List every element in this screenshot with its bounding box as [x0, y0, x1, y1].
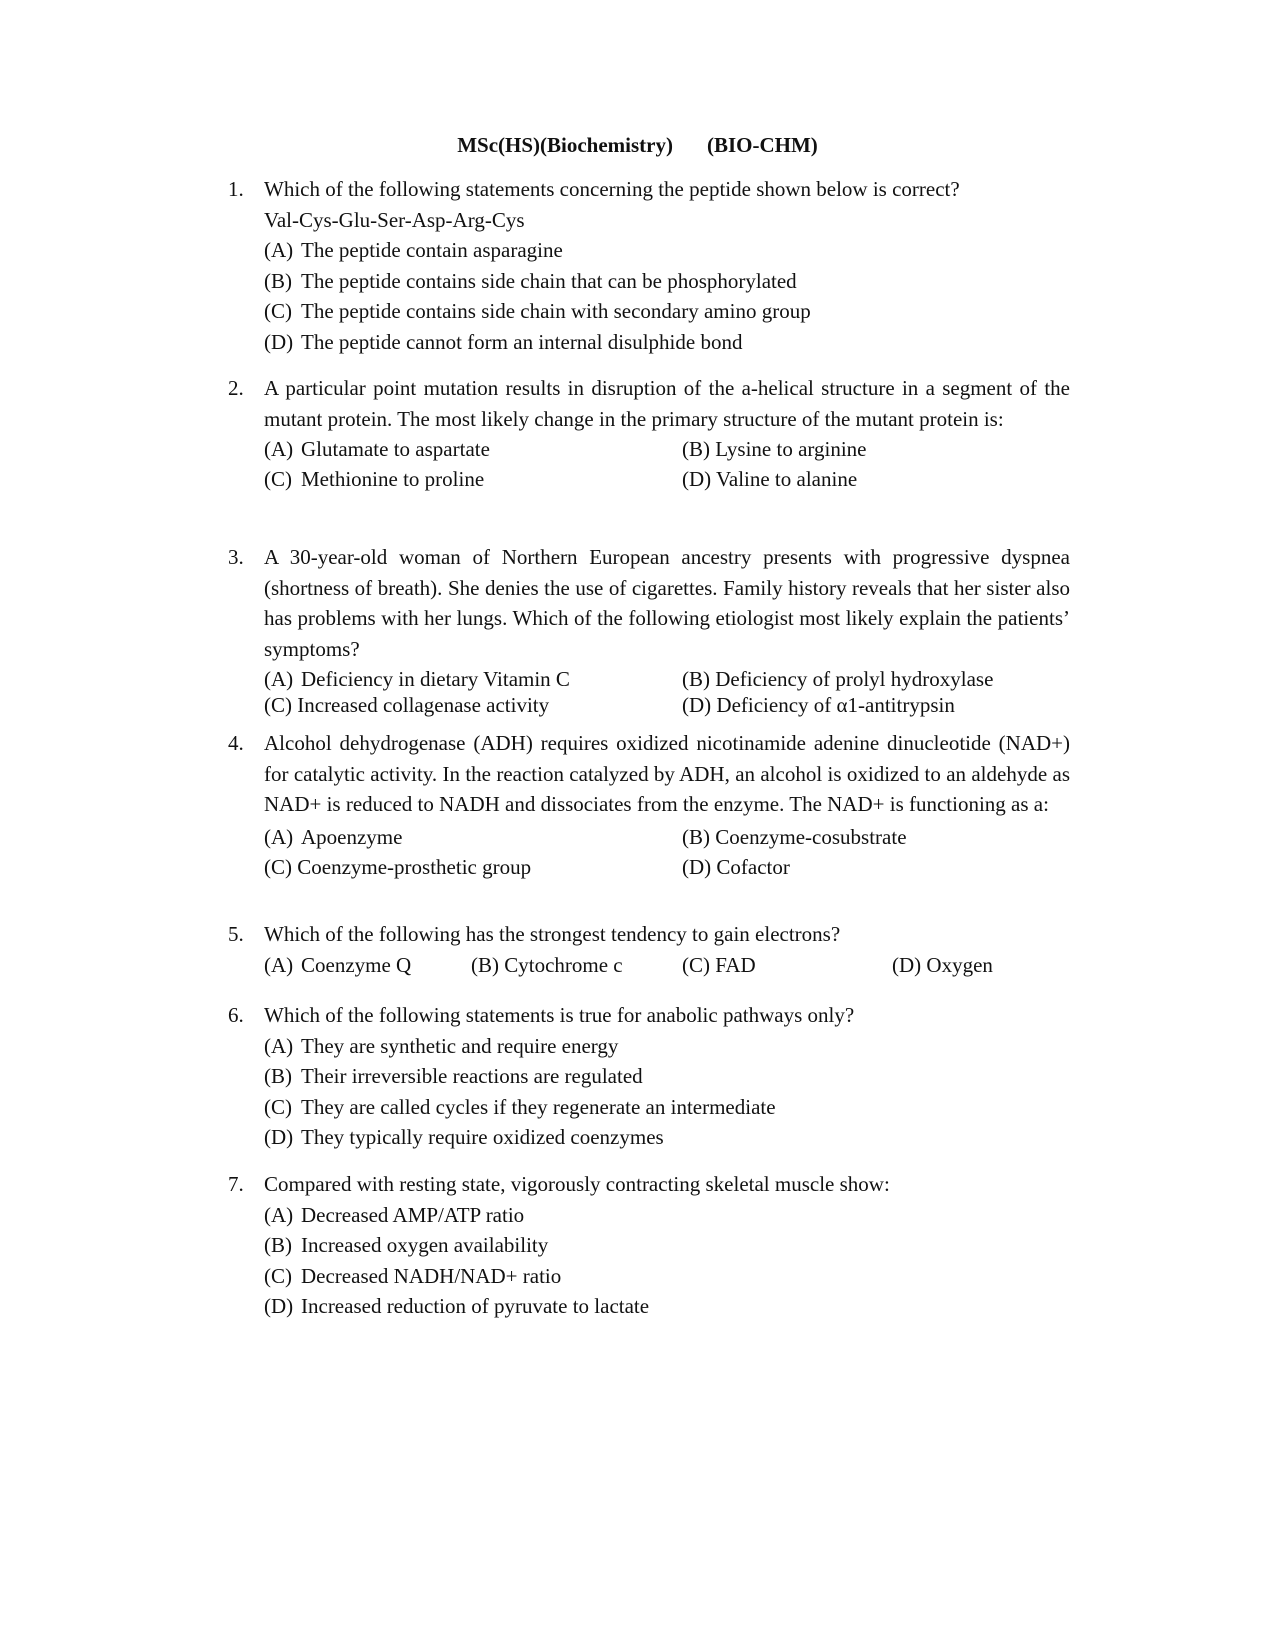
question-number: 3. [228, 545, 244, 569]
question-4 [228, 728, 1070, 883]
subject-code: (BIO-CHM) [706, 133, 818, 157]
question-number: 2. [228, 376, 244, 400]
question-number: 7. [228, 1172, 244, 1196]
question-number: 1. [228, 177, 244, 201]
program-title: MSc(HS)(Biochemistry) [457, 133, 673, 157]
option-d: (D) They typically require oxidized coenzymes [264, 1125, 664, 1149]
option-a: (A) Deficiency in dietary Vitamin C [264, 667, 570, 691]
option-a: (A) Glutamate to aspartate [264, 437, 490, 461]
option-a: (A) Decreased AMP/ATP ratio [264, 1202, 525, 1227]
option-b: (B) Cytochrome c [471, 952, 623, 977]
option-d: (D) Deficiency of α1-antitrypsin [682, 693, 955, 717]
question-stem: A particular point mutation results in disruption of the a-helical structure in a segment of the mutant protein. The most likely change in the primary structure of the mutant protein is: [264, 376, 1070, 431]
question-2 [228, 373, 1070, 495]
option-c: (C) Coenzyme-prosthetic group [264, 854, 532, 879]
option-b: (B) The peptide contains side chain that can be phosphorylated [264, 268, 797, 293]
option-a: (A) The peptide contain asparagine [264, 238, 563, 262]
option-a: (A) Coenzyme Q [264, 952, 412, 977]
option-c: (C) They are called cycles if they regenerate an intermediate [264, 1094, 776, 1119]
question-stem: Alcohol dehydrogenase (ADH) requires oxidized nicotinamide adenine dinucleotide (NAD+) for catalytic activity. In the reaction catalyzed by ADH, an alcohol is oxidized to an aldehyde as NAD+ is reduced to NADH and dissociates from the enzyme. The NAD+ is functioning as a: [264, 731, 1070, 816]
question-6 [228, 1000, 1070, 1153]
question-stem: A 30-year-old woman of Northern European ancestry presents with progressive dyspnea (shortness of breath). She denies the use of cigarettes. Family history reveals that her sister also has problems with her lungs. Which of the following etiologist most likely explain the patients’ symptoms? [264, 545, 1070, 661]
option-d: (D) Increased reduction of pyruvate to lactate [264, 1294, 650, 1318]
option-c: (C) Increased collagenase activity [264, 693, 550, 717]
page-title [0, 133, 1275, 158]
option-b: (B) Deficiency of prolyl hydroxylase [682, 667, 994, 691]
option-a: (A) They are synthetic and require energy [264, 1033, 619, 1058]
option-c: (C) Decreased NADH/NAD+ ratio [264, 1263, 562, 1288]
option-b: (B) Their irreversible reactions are regulated [264, 1064, 643, 1088]
question-stem: Which of the following statements concerning the peptide shown below is correct? [264, 177, 960, 201]
option-a: (A) Apoenzyme [264, 824, 403, 849]
question-stem: Which of the following has the strongest tendency to gain electrons? [264, 922, 841, 946]
option-d: (D) Cofactor [682, 854, 790, 879]
option-d: (D) The peptide cannot form an internal disulphide bond [264, 329, 743, 354]
question-3 [228, 542, 1070, 725]
question-number: 5. [228, 922, 244, 946]
question-7 [228, 1169, 1070, 1322]
option-b: (B) Increased oxygen availability [264, 1233, 549, 1257]
option-c: (C) FAD [682, 952, 756, 977]
option-b: (B) Lysine to arginine [682, 437, 867, 461]
option-c: (C) The peptide contains side chain with secondary amino group [264, 299, 811, 323]
option-b: (B) Coenzyme-cosubstrate [682, 824, 907, 849]
option-d: (D) Oxygen [892, 952, 993, 977]
option-d: (D) Valine to alanine [682, 467, 858, 491]
question-number: 4. [228, 731, 244, 755]
peptide-sequence: Val-Cys-Glu-Ser-Asp-Arg-Cys [264, 207, 525, 232]
question-1 [228, 174, 1070, 357]
question-stem: Compared with resting state, vigorously contracting skeletal muscle show: [264, 1172, 890, 1196]
question-5 [228, 919, 1070, 981]
question-number: 6. [228, 1003, 244, 1027]
question-stem: Which of the following statements is true for anabolic pathways only? [264, 1003, 855, 1027]
option-c: (C) Methionine to proline [264, 467, 485, 491]
